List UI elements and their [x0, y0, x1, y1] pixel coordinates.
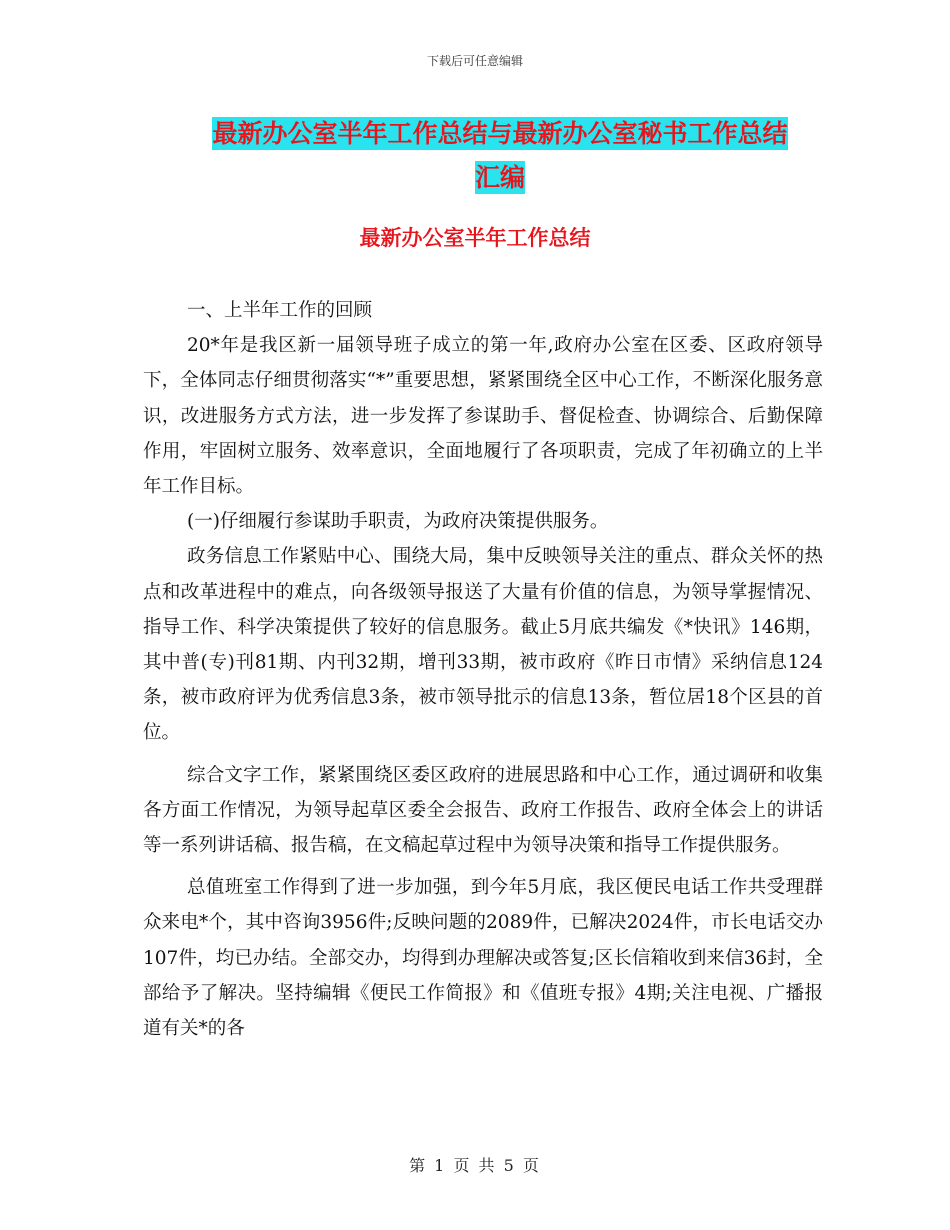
page-footer: 第 1 页 共 5 页: [409, 1156, 541, 1175]
header-note: 下载后可任意编辑: [426, 54, 523, 68]
document-title-line-1: 最新办公室半年工作总结与最新办公室秘书工作总结: [212, 119, 788, 148]
body-text: [143, 293, 823, 1046]
section-title: 最新办公室半年工作总结: [359, 225, 591, 250]
paragraph-heading: 一、上半年工作的回顾: [187, 300, 373, 321]
paragraph-subheading: (一)仔细履行参谋助手职责，为政府决策提供服务。: [187, 511, 609, 533]
document-title: [140, 112, 860, 200]
paragraph: 总值班室工作得到了进一步加强，到今年5月底，我区便民电话工作共受理群众来电*个，其中咨询3956件;反映问题的2089件，已解决2024件，市长电话交办107件，均已办结。全部交办，均得到办理解决或答复;区长信箱收到来信36封，全部给予了解决。坚持编辑《便民工作简报》和《值班专报》4期;关注电视、广播报道有关*的各: [143, 877, 823, 1040]
paragraph: 20*年是我区新一届领导班子成立的第一年,政府办公室在区委、区政府领导下，全体同志仔细贯彻落实“*”重要思想，紧紧围绕全区中心工作，不断深化服务意识，改进服务方式方法，进一步发挥了参谋助手、督促检查、协调综合、后勤保障作用，牢固树立服务、效率意识，全面地履行了各项职责，完成了年初确立的上半年工作目标。: [143, 335, 823, 498]
paragraph: 综合文字工作，紧紧围绕区委区政府的进展思路和中心工作，通过调研和收集各方面工作情况，为领导起草区委全会报告、政府工作报告、政府全体会上的讲话等一系列讲话稿、报告稿，在文稿起草过程中为领导决策和指导工作提供服务。: [143, 764, 823, 857]
paragraph: 政务信息工作紧贴中心、围绕大局，集中反映领导关注的重点、群众关怀的热点和改革进程中的难点，向各级领导报送了大量有价值的信息，为领导掌握情况、指导工作、科学决策提供了较好的信息服务。截止5月底共编发《*快讯》146期，其中普(专)刊81期、内刊32期，增刊33期，被市政府《昨日市情》采纳信息124条，被市政府评为优秀信息3条，被市领导批示的信息13条，暂位居18个区县的首位。: [143, 546, 823, 744]
document-title-line-2: 汇编: [474, 163, 525, 192]
